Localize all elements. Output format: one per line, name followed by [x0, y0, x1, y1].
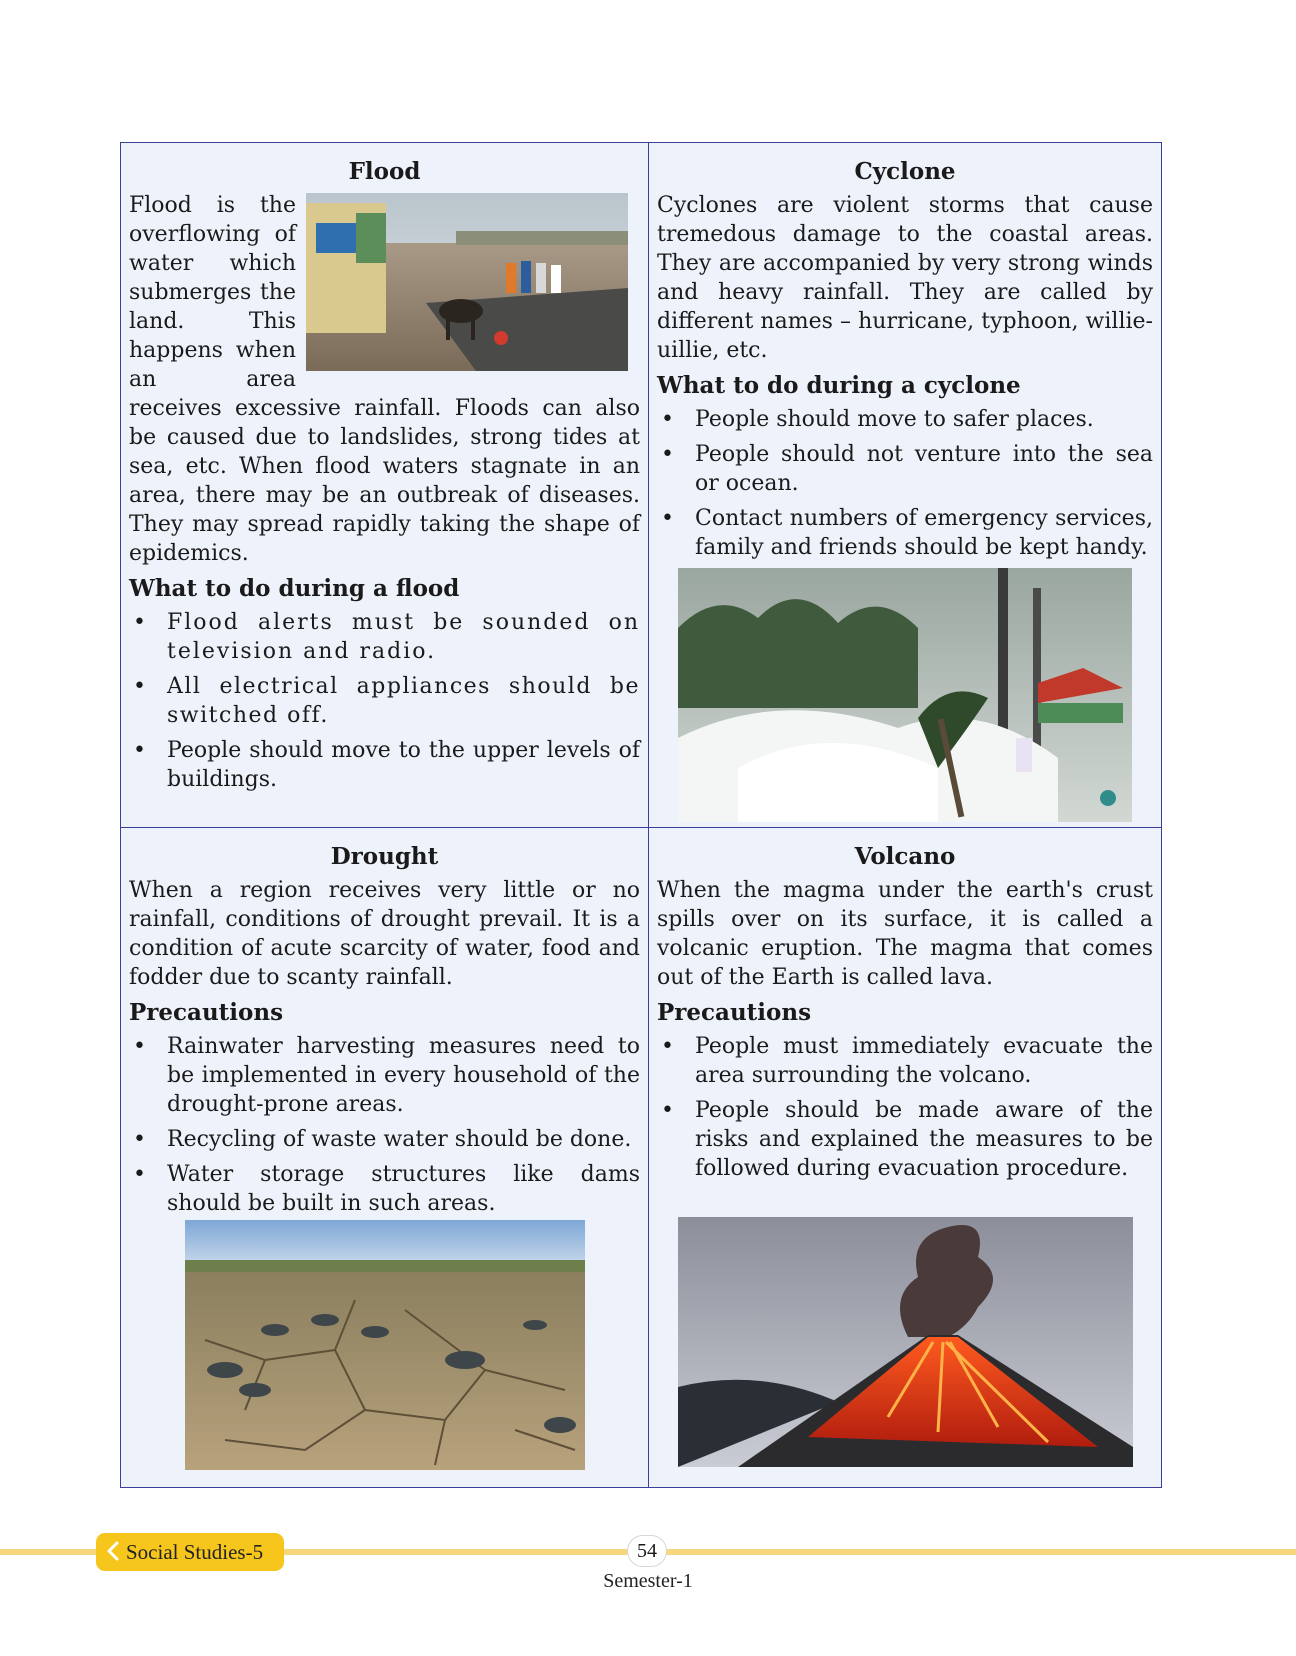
drought-panel	[121, 828, 649, 1487]
flood-subheading: What to do during a flood	[129, 575, 460, 602]
drought-photo	[185, 1220, 585, 1470]
list-item: • People should move to safer places.	[657, 405, 1153, 434]
list-item: • All electrical appliances should be switched off.	[129, 672, 640, 730]
list-item: • Flood alerts must be sounded on television and radio.	[129, 608, 640, 666]
disasters-grid	[120, 142, 1162, 1488]
cyclone-photo	[678, 568, 1132, 822]
cyclone-subheading: What to do during a cyclone	[657, 372, 1021, 399]
chevron-left-icon	[106, 1541, 120, 1561]
list-item: • Recycling of waste water should be done.	[129, 1125, 640, 1154]
cyclone-title: Cyclone	[854, 158, 956, 185]
semester-label: Semester-1	[603, 1570, 693, 1592]
list-item: • People should not venture into the sea or ocean.	[657, 440, 1153, 498]
list-item: • People should be made aware of the risks and explained the measures to be followed during evacuation procedure.	[657, 1096, 1153, 1183]
cyclone-points	[657, 405, 1153, 562]
cyclone-panel	[649, 143, 1161, 828]
drought-intro: When a region receives very little or no rainfall, conditions of drought prevail. It is a condition of acute scarcity of water, food and fodder due to scanty rainfall.	[129, 878, 640, 990]
flood-panel	[121, 143, 649, 828]
list-item: • People should move to the upper levels of buildings.	[129, 736, 640, 794]
volcano-photo	[678, 1217, 1133, 1467]
list-item: • People must immediately evacuate the area surrounding the volcano.	[657, 1032, 1153, 1090]
book-tag	[96, 1533, 284, 1571]
drought-subheading: Precautions	[129, 999, 284, 1026]
volcano-intro: When the magma under the earth's crust spills over on its surface, it is called a volcanic eruption. The magma that comes out of the Earth is called lava.	[657, 878, 1153, 990]
flood-intro: Flood is the overflowing of water which submerges the land. This happens when an area receives excessive rainfall. Floods can also be caused due to landslides, strong tides at sea, etc. When flood waters stagnate in an area, there may be an outbreak of diseases. They may spread rapidly taking the shape of epidemics.	[129, 193, 640, 566]
drought-title: Drought	[330, 843, 439, 870]
volcano-subheading: Precautions	[657, 999, 812, 1026]
drought-points	[129, 1032, 640, 1218]
flood-points	[129, 608, 640, 794]
volcano-title: Volcano	[854, 843, 956, 870]
flood-title: Flood	[348, 158, 421, 185]
book-title: Social Studies-5	[126, 1540, 264, 1564]
cyclone-intro: Cyclones are violent storms that cause tremedous damage to the coastal areas. They are accompanied by very strong winds and heavy rainfall. They are called by different names – hurricane, typhoon, willie-uillie, etc.	[657, 193, 1153, 363]
list-item: • Rainwater harvesting measures need to be implemented in every household of the drought-prone areas.	[129, 1032, 640, 1119]
volcano-points	[657, 1032, 1153, 1183]
volcano-panel	[649, 828, 1161, 1487]
page-number: 54	[627, 1535, 667, 1567]
flood-photo	[306, 193, 628, 371]
list-item: • Water storage structures like dams should be built in such areas.	[129, 1160, 640, 1218]
list-item: • Contact numbers of emergency services, family and friends should be kept handy.	[657, 504, 1153, 562]
